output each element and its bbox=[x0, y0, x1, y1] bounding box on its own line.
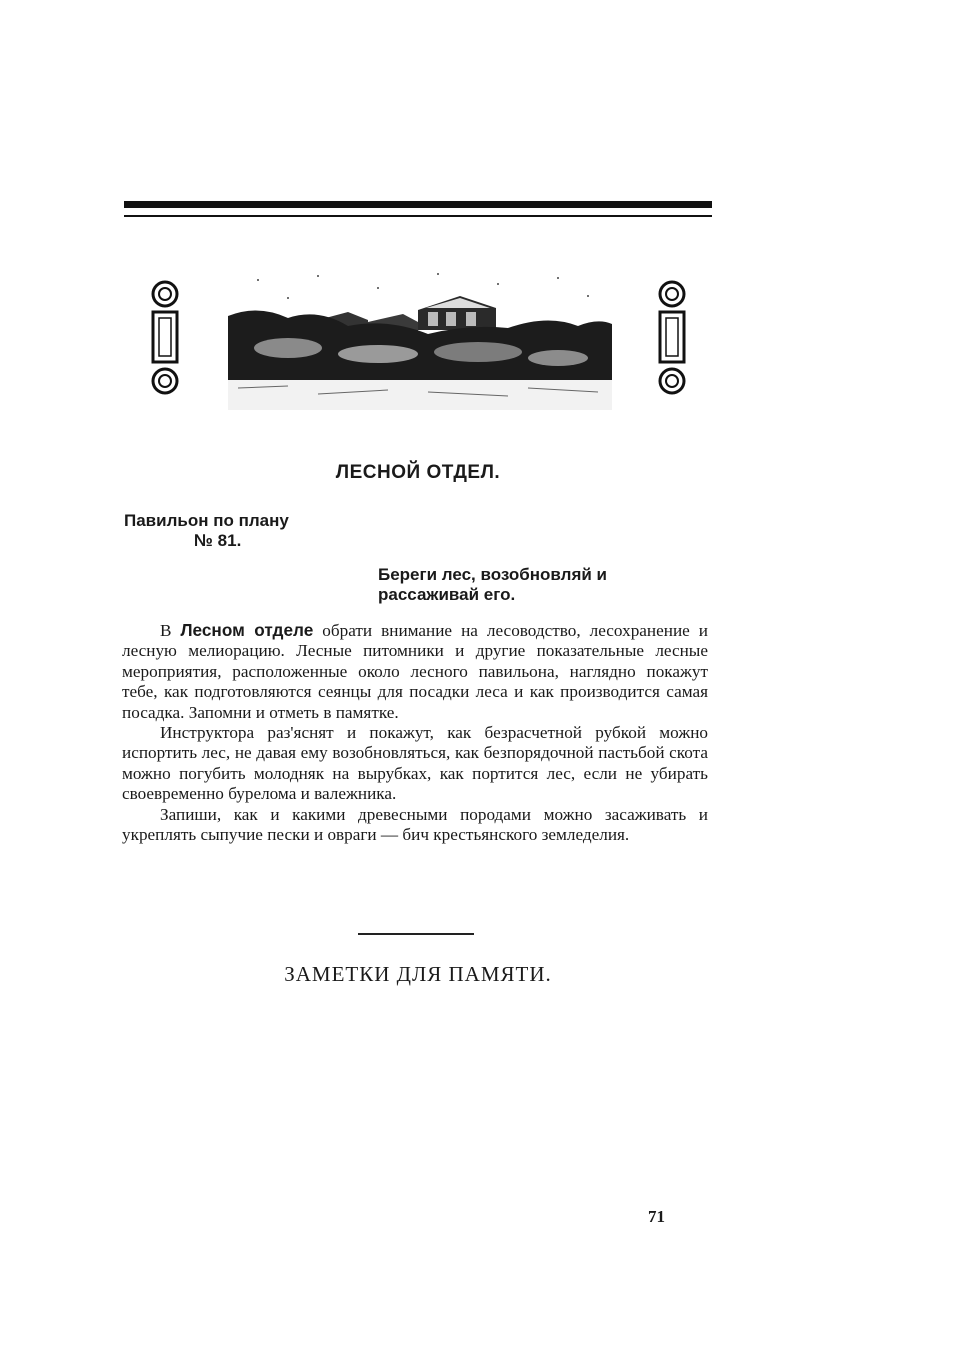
paragraph-3: Запиши, как и какими древесными породами можно засаживать и укреплять сыпучие пески и овраги — бич крестьянского земледелия. bbox=[122, 804, 708, 845]
header-rule-thick bbox=[124, 201, 712, 208]
page-number: 71 bbox=[648, 1207, 665, 1226]
right-ornament-icon bbox=[655, 280, 689, 396]
section-heading: ЛЕСНОЙ ОТДЕЛ. bbox=[335, 462, 501, 483]
pavilion-number: № 81. bbox=[194, 531, 242, 550]
paragraph-1-bold: Лесном отделе bbox=[180, 620, 314, 640]
left-ornament-icon bbox=[148, 280, 182, 396]
pavilion-label bbox=[124, 511, 384, 551]
paragraph-1-lead: В bbox=[160, 621, 181, 640]
header-rule-thin bbox=[124, 215, 712, 217]
notes-title: ЗАМЕТКИ ДЛЯ ПАМЯТИ. bbox=[284, 962, 552, 986]
pavilion-line-1: Павильон по плану bbox=[124, 511, 289, 530]
paragraph-1 bbox=[122, 620, 708, 723]
divider bbox=[358, 933, 474, 935]
body-text bbox=[122, 620, 708, 845]
paragraph-2: Инструктора раз'яснят и покажут, как безрасчетной рубкой можно испортить лес, не давая ему возобновляться, как безпорядочной пастьбой скота можно погубить молодняк на вырубках, как портится лес, если не убирать своевременно бурелома и валежника. bbox=[122, 723, 708, 804]
motto: Береги лес, возобновляй и рассаживай его. bbox=[378, 565, 607, 604]
paragraph-1-rest: обрати внимание на лесоводство, лесохранение и лесную мелиорацию. Лесные питомники и другие показательные лесные мероприятия, расположенные около лесного павильона, наглядно покажут тебе, как подготовляются сеянцы для посадки леса и как производится самая посадка. Запомни и отметь в памятке. bbox=[122, 621, 708, 722]
pavilion-photo bbox=[228, 268, 612, 410]
